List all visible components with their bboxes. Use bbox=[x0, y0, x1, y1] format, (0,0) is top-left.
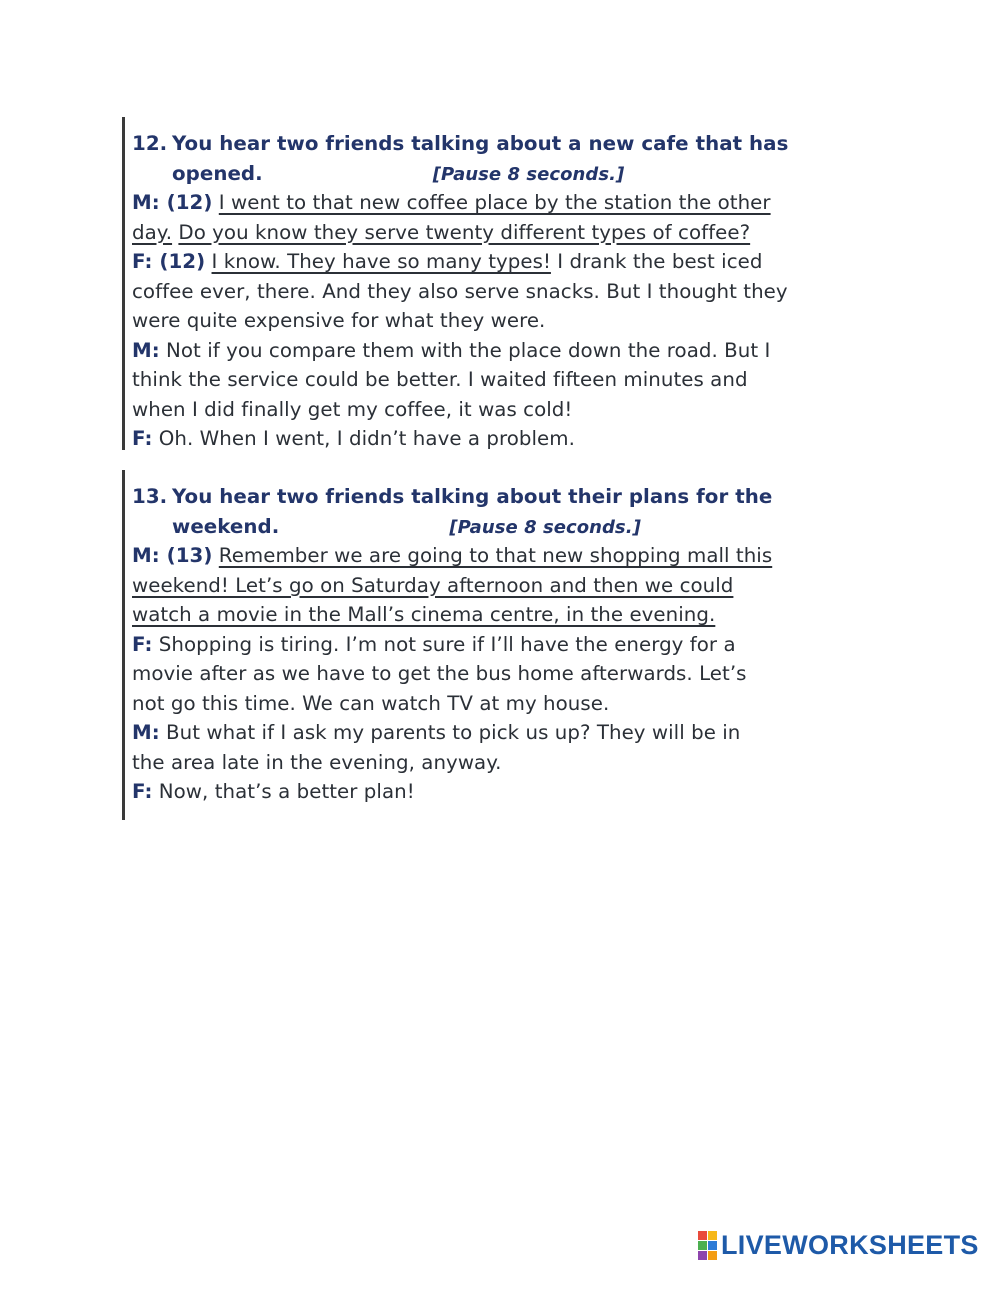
dialogue-text: But what if I ask my parents to pick us up? They will be in bbox=[166, 721, 741, 744]
underlined-answer: day. bbox=[132, 220, 173, 244]
dialogue-line: were quite expensive for what they were. bbox=[132, 309, 546, 332]
logo-square bbox=[698, 1231, 707, 1240]
dialogue-line bbox=[132, 247, 877, 277]
pause-note: [Pause 8 seconds.] bbox=[432, 163, 625, 185]
dialogue-line bbox=[132, 777, 877, 807]
liveworksheets-logo-icon bbox=[698, 1231, 717, 1260]
dialogue-text: Oh. When I went, I didn’t have a problem. bbox=[158, 427, 575, 450]
dialogue-text: Not if you compare them with the place down the road. But I bbox=[166, 338, 771, 362]
dialogue-text: Now, that’s a better plan! bbox=[158, 780, 415, 803]
underlined-answer: I know. They have so many types! bbox=[211, 250, 551, 273]
brand-name: LIVEWORKSHEETS bbox=[721, 1229, 979, 1260]
underlined-answer: Remember we are going to that new shopping mall this bbox=[218, 544, 773, 567]
question-text-cont: opened. bbox=[172, 161, 263, 185]
dialogue-line: when I did finally get my coffee, it was cold! bbox=[132, 397, 573, 421]
question-12-section bbox=[122, 117, 882, 450]
speaker-label: M: bbox=[132, 338, 160, 362]
underlined-answer: I went to that new coffee place by the station the other bbox=[218, 191, 771, 214]
dialogue-line: think the service could be better. I waited fifteen minutes and bbox=[132, 368, 748, 391]
dialogue-text: Shopping is tiring. I’m not sure if I’ll have the energy for a bbox=[158, 632, 736, 656]
question-number: 13. bbox=[132, 485, 168, 508]
liveworksheets-brand[interactable] bbox=[698, 1228, 979, 1262]
logo-square bbox=[698, 1251, 707, 1260]
underlined-answer: watch a movie in the Mall’s cinema centre, in the evening. bbox=[132, 603, 716, 626]
left-rule bbox=[122, 470, 125, 820]
question-text: You hear two friends talking about their plans for the bbox=[172, 485, 773, 508]
question-12-heading-cont bbox=[132, 159, 877, 189]
logo-square bbox=[698, 1241, 707, 1250]
question-12-heading bbox=[132, 129, 877, 159]
question-text-cont: weekend. bbox=[172, 514, 280, 538]
pause-note: [Pause 8 seconds.] bbox=[449, 516, 641, 538]
question-13-section bbox=[122, 470, 882, 820]
dialogue-line bbox=[132, 336, 877, 366]
dialogue-line bbox=[132, 630, 877, 660]
question-13-heading-cont bbox=[132, 512, 877, 542]
dialogue-line: coffee ever, there. And they also serve snacks. But I thought they bbox=[132, 279, 788, 303]
speaker-label: F: bbox=[132, 780, 153, 803]
dialogue-line bbox=[132, 541, 877, 571]
underlined-answer: weekend! Let’s go on Saturday afternoon and then we could bbox=[132, 573, 734, 597]
speaker-label: M: (12) bbox=[132, 191, 213, 214]
dialogue-line bbox=[132, 600, 877, 630]
dialogue-line bbox=[132, 718, 877, 748]
dialogue-line bbox=[132, 218, 877, 248]
logo-square bbox=[708, 1231, 717, 1240]
question-13-heading bbox=[132, 482, 877, 512]
dialogue-line bbox=[132, 571, 877, 601]
speaker-label: F: bbox=[132, 427, 153, 450]
left-rule bbox=[122, 117, 125, 450]
logo-square bbox=[708, 1241, 717, 1250]
dialogue-line bbox=[132, 424, 877, 454]
speaker-label: F: (12) bbox=[132, 250, 206, 273]
underlined-answer: Do you know they serve twenty different types of coffee? bbox=[178, 220, 751, 244]
dialogue-text: I drank the best iced bbox=[557, 250, 763, 273]
speaker-label: M: bbox=[132, 721, 160, 744]
speaker-label: F: bbox=[132, 632, 153, 656]
dialogue-line: movie after as we have to get the bus home afterwards. Let’s bbox=[132, 662, 747, 685]
dialogue-line: the area late in the evening, anyway. bbox=[132, 750, 502, 774]
question-number: 12. bbox=[132, 132, 168, 155]
logo-square bbox=[708, 1251, 717, 1260]
question-text: You hear two friends talking about a new cafe that has bbox=[172, 132, 789, 155]
dialogue-line: not go this time. We can watch TV at my house. bbox=[132, 691, 610, 715]
speaker-label: M: (13) bbox=[132, 544, 213, 567]
dialogue-line bbox=[132, 188, 877, 218]
